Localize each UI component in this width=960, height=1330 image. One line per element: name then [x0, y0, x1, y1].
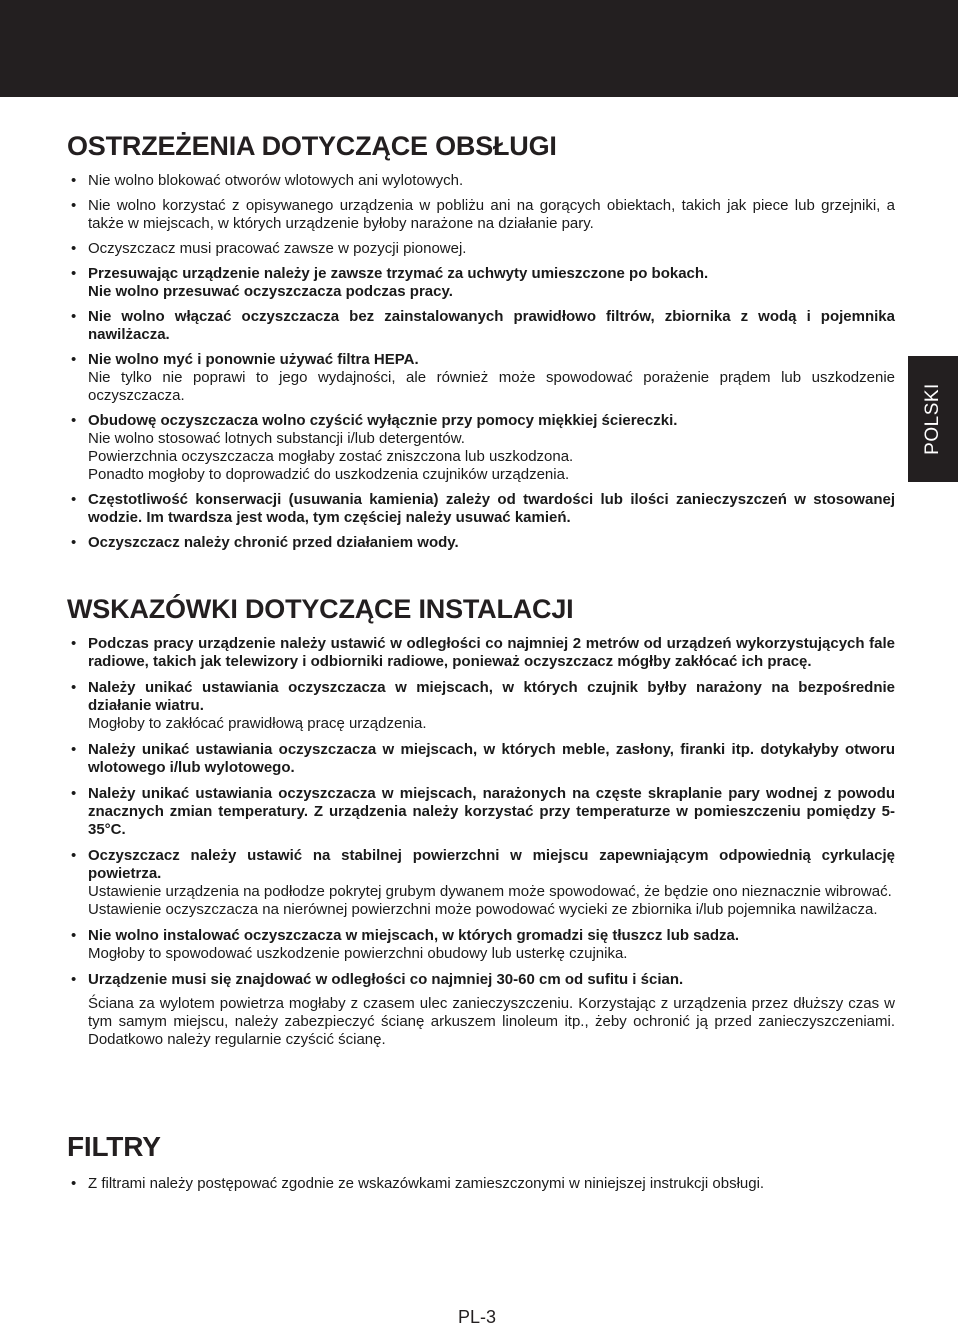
list-item: • Nie wolno włączać oczyszczacza bez zainstalowanych prawidłowo filtrów, zbiornika z wodą i pojemnika nawilżacza. [71, 308, 895, 343]
list-item: • Podczas pracy urządzenie należy ustawić w odległości co najmniej 2 metrów od urządzeń wykorzystujących fale radiowe, takich jak telewizory i odbiorniki radiowe, ponieważ oczyszczacz mógłby zakłócać ich pracę. [71, 635, 895, 670]
list-item: • Nie wolno korzystać z opisywanego urządzenia w pobliżu ani na gorących obiektach, takich jak piece lub grzejniki, a także w miejscach, w których urządzenie byłoby narażone na działanie pary. [71, 197, 895, 232]
list-item: • Należy unikać ustawiania oczyszczacza w miejscach, w których meble, zasłony, firanki itp. dotykałyby otworu wlotowego i/lub wylotowego. [71, 741, 895, 776]
list-item: • Z filtrami należy postępować zgodnie ze wskazówkami zamieszczonymi w niniejszej instrukcji obsługi. [71, 1175, 765, 1192]
list-item: • Nie wolno instalować oczyszczacza w miejscach, w których gromadzi się tłuszcz lub sadza. Mogłoby to spowodować uszkodzenie powierzchni obudowy lub usterkę czujnika. [71, 927, 740, 962]
list-item: • Należy unikać ustawiania oczyszczacza w miejscach, w których czujnik byłby narażony na bezpośrednie działanie wiatru. Mogłoby to zakłócać prawidłową pracę urządzenia. [71, 679, 895, 732]
list-item: • Obudowę oczyszczacza wolno czyścić wyłącznie przy pomocy miękkiej ściereczki. Nie wolno stosować lotnych substancji i/lub detergentów. Powierzchnia oczyszczacza mogłaby zostać zniszczona lub uszkodzona. Ponadto mogłoby to doprowadzić do uszkodzenia czujników urządzenia. [71, 412, 678, 483]
list-item: • Częstotliwość konserwacji (usuwania kamienia) zależy od twardości lub ilości zanieczyszczeń w stosowanej wodzie. Im twardsza jest woda, tym częściej należy usuwać kamień. [71, 491, 895, 526]
language-tab-label: POLSKI [922, 383, 943, 455]
section-installation-tips [67, 594, 895, 1049]
section-title: FILTRY [67, 1131, 161, 1162]
list-item: • Należy unikać ustawiania oczyszczacza w miejscach, narażonych na częste skraplanie pary wodnej z powodu znacznych zmian temperatury. Z urządzenia należy korzystać przy temperaturze w pomieszczeniu pomiędzy 5-35°C. [71, 785, 895, 838]
list-item: • Oczyszczacz należy ustawić na stabilnej powierzchni w miejscu zapewniającym odpowiednią cyrkulację powietrza. Ustawienie urządzenia na podłodze pokrytej grubym dywanem może spowodować, że będzie ono nieznacznie wibrować. Ustawienie oczyszczacza na nierównej powierzchni może powodować wycieki ze zbiornika i/lub pojemnika nawilżacza. [71, 847, 895, 918]
filters-list [67, 1175, 895, 1193]
section-title: WSKAZÓWKI DOTYCZĄCE INSTALACJI [67, 594, 574, 624]
section-filters [67, 1131, 895, 1193]
section-operation-warnings [67, 131, 895, 552]
warning-list [67, 172, 895, 552]
section-title: OSTRZEŻENIA DOTYCZĄCE OBSŁUGI [67, 131, 557, 161]
list-item: • Oczyszczacz musi pracować zawsze w pozycji pionowej. [71, 240, 467, 257]
installation-list [67, 635, 895, 1049]
header-bar [0, 0, 958, 97]
language-tab [908, 356, 958, 482]
list-item: • Urządzenie musi się znajdować w odległości co najmniej 30-60 cm od sufitu i ścian. Ściana za wylotem powietrza mogłaby z czasem ulec zanieczyszczeniu. Korzystając z urządzenia przez dłuższy czas w tym samym miejscu, należy zabezpieczyć ścianę arkuszem linoleum itp., żeby ochronić ją przed zanieczyszczeniami. Dodatkowo należy regularnie czyścić ścianę. [71, 971, 895, 1048]
page-number: PL-3 [458, 1307, 497, 1327]
list-item: • Przesuwając urządzenie należy je zawsze trzymać za uchwyty umieszczone po bokach. Nie wolno przesuwać oczyszczacza podczas pracy. [71, 265, 709, 300]
list-item: • Nie wolno blokować otworów wlotowych ani wylotowych. [71, 172, 464, 189]
list-item: • Nie wolno myć i ponownie używać filtra HEPA. Nie tylko nie poprawi to jego wydajności, ale również może spowodować porażenie prądem lub uszkodzenie oczyszczacza. [71, 351, 895, 404]
list-item: • Oczyszczacz należy chronić przed działaniem wody. [71, 534, 459, 551]
